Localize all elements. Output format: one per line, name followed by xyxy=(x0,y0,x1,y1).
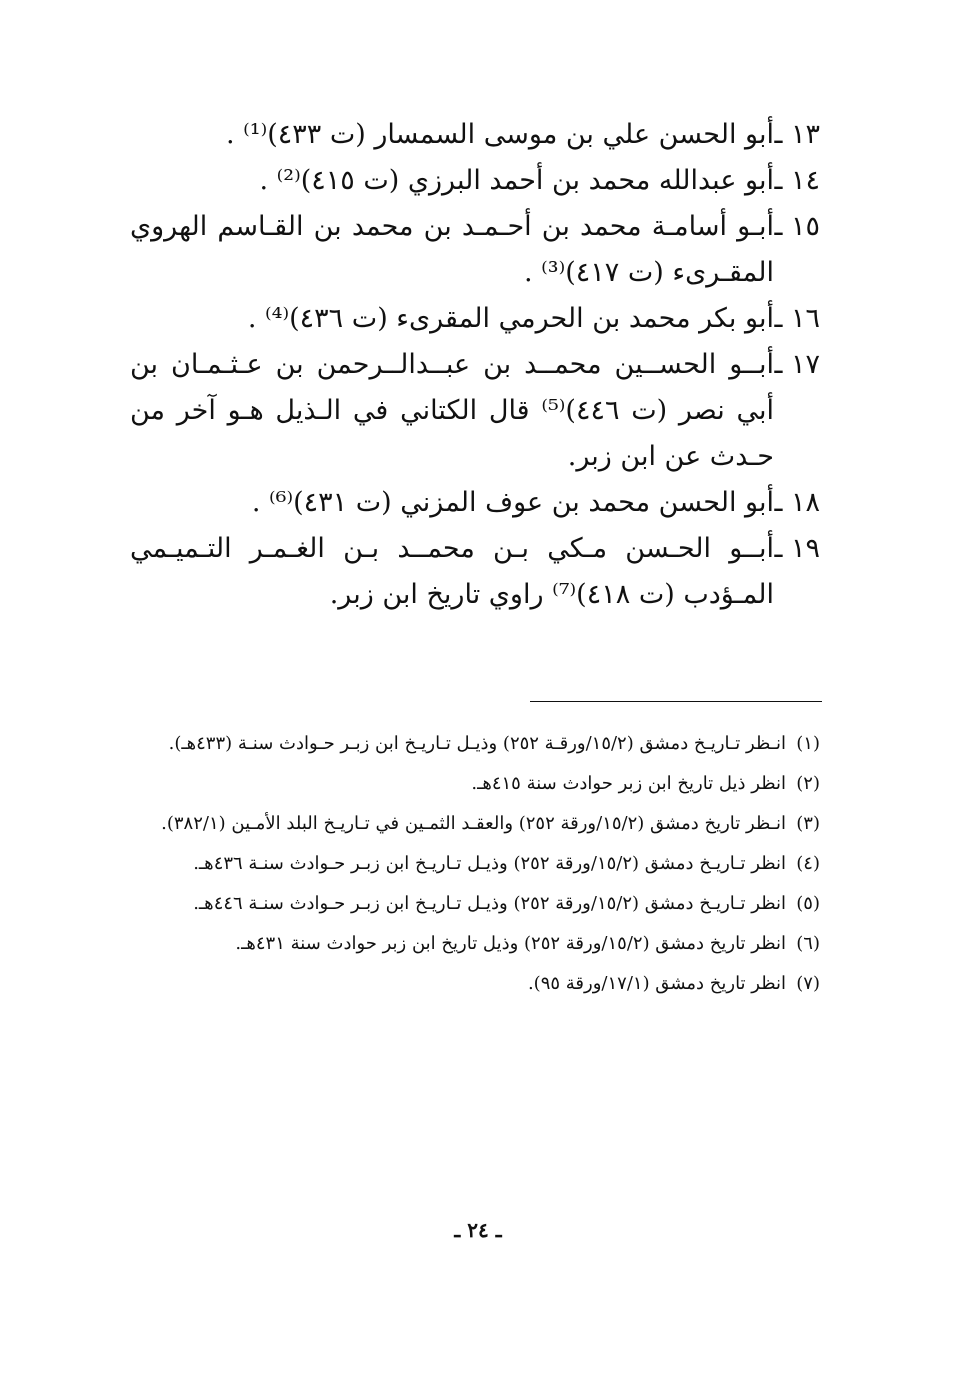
entry-text: أبــو الحـسن مـكي بـن محمــد بـن الغـمـر التـميـمي المـؤدب (ت ٤١٨)⁽⁷⁾ راوي تاريخ ابن زبر. xyxy=(130,533,774,610)
footnote-number: (٣) xyxy=(796,813,820,834)
footnote-number: (٦) xyxy=(796,933,820,954)
footnote-6 xyxy=(130,924,820,964)
entry-number: ١٩ ـ xyxy=(774,533,820,564)
footnote-number: (٢) xyxy=(796,773,820,794)
entry-13 xyxy=(130,112,820,158)
footnote-text: انظر تـاريـخ دمشق (١٥/٢/ورقة ٢٥٢) وذيـل تـاريـخ ابن زبـر حـوادث سنـة ٤٤٦هـ. xyxy=(193,893,786,914)
entry-text: أبـو أسامـة محمد بن أحـمـد بن محمد بن القـاسم الهروي المقـرىء (ت ٤١٧)⁽³⁾ . xyxy=(130,211,774,288)
entry-19 xyxy=(130,526,820,618)
entry-14 xyxy=(130,158,820,204)
entry-number: ١٤ ـ xyxy=(774,165,820,196)
footnote-text: انظر تـاريـخ دمشق (١٥/٢/ورقة ٢٥٢) وذيـل تـاريـخ ابن زبـر حـوادث سنـة ٤٣٦هـ. xyxy=(193,853,786,874)
footnote-2 xyxy=(130,764,820,804)
footnotes xyxy=(130,724,820,1004)
footnote-number: (٥) xyxy=(796,893,820,914)
main-text xyxy=(130,112,820,618)
entry-number: ١٣ ـ xyxy=(774,119,820,150)
page-number: ـ ٢٤ ـ xyxy=(454,1218,502,1242)
entry-text: أبــو الحســين محمــد بن عبــدالــرحمن بن عـثـمـان بن أبي نصر (ت ٤٤٦)⁽⁵⁾ قال الكتاني في الـذيل هـو آخر من حـدث عن ابن زبر. xyxy=(130,349,774,472)
entry-text: أبو الحسن محمد بن عوف المزني (ت ٤٣١)⁽⁶⁾ . xyxy=(251,487,774,518)
footnote-text: انظر تاريخ دمشق (١٥/٢/ورقة ٢٥٢) وذيل تاريخ ابن زبر حوادث سنة ٤٣١هـ. xyxy=(235,933,786,954)
footnote-3 xyxy=(130,804,820,844)
footnote-number: (٧) xyxy=(796,973,820,994)
footnote-7 xyxy=(130,964,820,1004)
footnote-text: انـظر تـاريـخ دمشق (١٥/٢/ورقـة ٢٥٢) وذيـل تـاريـخ ابن زبـر حـوادث سنـة (٤٣٣هـ). xyxy=(168,733,786,754)
footnote-5 xyxy=(130,884,820,924)
entry-17 xyxy=(130,342,820,480)
footnote-divider xyxy=(530,701,822,702)
entry-text: أبو الحسن علي بن موسى السمسار (ت ٤٣٣)⁽¹⁾ . xyxy=(225,119,774,150)
entry-18 xyxy=(130,480,820,526)
entry-number: ١٦ ـ xyxy=(774,303,820,334)
footnote-text: انظر تاريخ دمشق (١٧/١/ورقة ٩٥). xyxy=(527,973,786,994)
footnote-number: (١) xyxy=(796,733,820,754)
footnote-number: (٤) xyxy=(796,853,820,874)
footnote-text: انـظر تاريخ دمشق (١٥/٢/ورقة ٢٥٢) والعقـد الثمـين في تـاريـخ البلد الأمـين (٣٨٢/١). xyxy=(161,813,786,834)
entry-15 xyxy=(130,204,820,296)
entry-number: ١٨ ـ xyxy=(774,487,820,518)
footnote-1 xyxy=(130,724,820,764)
entry-number: ١٥ ـ xyxy=(774,211,820,242)
entry-number: ١٧ ـ xyxy=(774,349,820,380)
footnote-text: انظر ذيل تاريخ ابن زبر حوادث سنة ٤١٥هـ. xyxy=(471,773,786,794)
entry-16 xyxy=(130,296,820,342)
entry-text: أبو عبدالله محمد بن أحمد البرزي (ت ٤١٥)⁽²⁾ . xyxy=(259,165,774,196)
footnote-4 xyxy=(130,844,820,884)
entry-text: أبو بكر محمد بن الحرمي المقرىء (ت ٤٣٦)⁽⁴⁾ . xyxy=(247,303,774,334)
